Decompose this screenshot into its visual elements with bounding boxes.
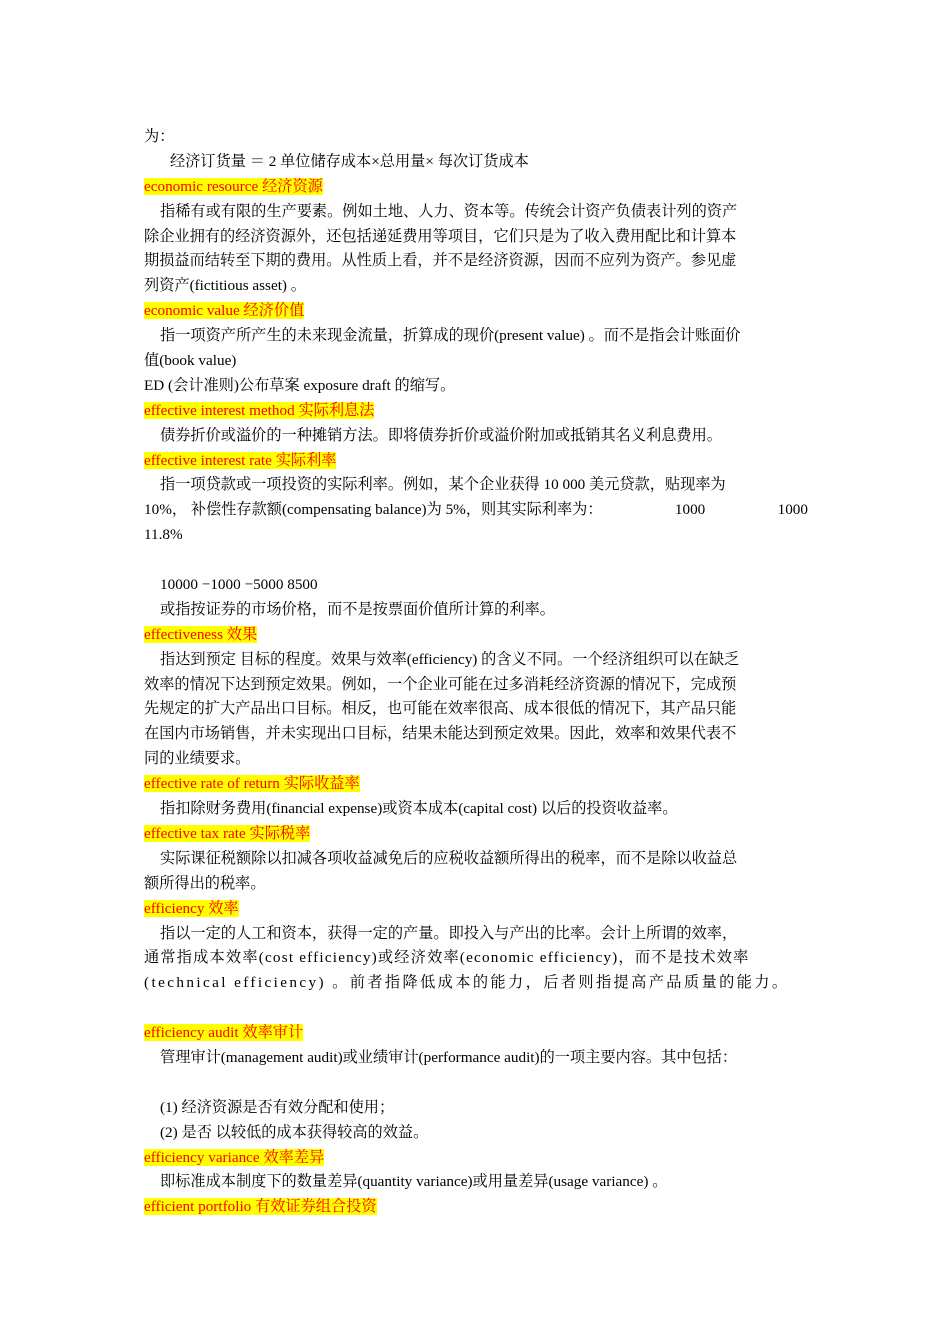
definition-line: 指以一定的人工和资本，获得一定的产量。即投入与产出的比率。会计上所谓的效率， bbox=[160, 924, 738, 942]
definition-line: 期损益而结转至下期的费用。从性质上看，并不是经济资源，因而不应列为资产。参见虚 bbox=[144, 252, 737, 270]
term-highlight: economic value 经济价值 bbox=[144, 302, 305, 320]
term-highlight: effective rate of return 实际收益率 bbox=[144, 775, 360, 793]
definition-line: 先规定的扩大产品出口目标。相反，也可能在效率很高、成本很低的情况下，其产品只能 bbox=[144, 700, 737, 718]
definition-line: 除企业拥有的经济资源外，还包括递延费用等项目，它们只是为了收入费用配比和计算本 bbox=[144, 227, 737, 245]
term-highlight: effective interest rate 实际利率 bbox=[144, 451, 337, 469]
glossary-term bbox=[144, 623, 808, 648]
definition-line: 通常指成本效率(cost efficiency)或经济效率(economic efficiency)，而不是技术效率 bbox=[144, 949, 750, 967]
definition-line: 额所得出的税率。 bbox=[144, 874, 266, 892]
definition-line: 为： bbox=[144, 128, 175, 145]
definition-line: 指达到预定 目标的程度。效果与效率(efficiency) 的含义不同。一个经济组织可以在缺乏 bbox=[160, 650, 740, 668]
definition-line: (technical efficiency) 。前者指降低成本的能力，后者则指提高产品质量的能力。 bbox=[144, 974, 790, 992]
definition-line: 或指按证券的市场价格，而不是按票面价值所计算的利率。 bbox=[160, 600, 555, 618]
definition-line: 在国内市场销售，并未实现出口目标，结果未能达到预定效果。因此，效率和效果代表不 bbox=[144, 725, 737, 743]
glossary-term bbox=[144, 1195, 808, 1220]
definition-line: 列资产(fictitious asset) 。 bbox=[144, 277, 306, 295]
text-segment: 1000 bbox=[674, 501, 706, 519]
text-segment: 1000 bbox=[777, 501, 808, 519]
definition-line: 经济订货量 ＝ 2 单位储存成本×总用量× 每次订货成本 bbox=[170, 152, 529, 170]
definition-line: 效率的情况下达到预定效果。例如，一个企业可能在过多消耗经济资源的情况下，完成预 bbox=[144, 675, 737, 693]
definition-line: 管理审计(management audit)或业绩审计(performance audit)的一项主要内容。其中包括： bbox=[160, 1048, 738, 1066]
text-segment: 10%， 补偿性存款额(compensating balance)为 5%，则其实际利率为： bbox=[144, 501, 603, 519]
term-highlight: efficiency variance 效率差异 bbox=[144, 1148, 325, 1166]
glossary-term bbox=[144, 772, 808, 797]
term-highlight: efficient portfolio 有效证券组合投资 bbox=[144, 1198, 377, 1216]
definition-line: 指一项资产所产生的未来现金流量，折算成的现价(present value) 。而不是指会计账面价 bbox=[160, 327, 741, 345]
definition-line: 指扣除财务费用(financial expense)或资本成本(capital cost) 以后的投资收益率。 bbox=[160, 800, 678, 818]
glossary-term bbox=[144, 399, 808, 424]
glossary-term bbox=[144, 175, 808, 200]
term-highlight: effective tax rate 实际税率 bbox=[144, 824, 311, 842]
glossary-term bbox=[144, 1146, 808, 1171]
definition-line: ED (会计准则)公布草案 exposure draft 的缩写。 bbox=[144, 376, 456, 394]
definition-line bbox=[144, 498, 808, 523]
glossary-term bbox=[144, 897, 808, 922]
definition-line: (1) 经济资源是否有效分配和使用； bbox=[160, 1098, 395, 1116]
definition-line: 指一项贷款或一项投资的实际利率。例如，某个企业获得 10 000 美元贷款，贴现率为 bbox=[160, 476, 726, 494]
definition-line: (2) 是否 以较低的成本获得较高的效益。 bbox=[160, 1123, 429, 1141]
definition-line: 实际课征税额除以扣减各项收益减免后的应税收益额所得出的税率，而不是除以收益总 bbox=[160, 849, 738, 867]
definition-line: 债券折价或溢价的一种摊销方法。即将债券折价或溢价附加或抵销其名义利息费用。 bbox=[160, 426, 722, 444]
term-highlight: economic resource 经济资源 bbox=[144, 177, 323, 195]
term-highlight: efficiency audit 效率审计 bbox=[144, 1024, 304, 1042]
glossary-term bbox=[144, 299, 808, 324]
blank-line bbox=[144, 996, 808, 1021]
definition-line: 同的业绩要求。 bbox=[144, 750, 251, 768]
glossary-term bbox=[144, 1021, 808, 1046]
glossary-term bbox=[144, 449, 808, 474]
definition-line: 即标准成本制度下的数量差异(quantity variance)或用量差异(usage variance) 。 bbox=[160, 1173, 668, 1191]
definition-line: 指稀有或有限的生产要素。例如土地、人力、资本等。传统会计资产负债表计列的资产 bbox=[160, 202, 738, 220]
definition-line: 11.8% bbox=[144, 526, 183, 544]
term-highlight: efficiency 效率 bbox=[144, 899, 239, 917]
definition-line: 10000 −1000 −5000 8500 bbox=[160, 576, 318, 594]
document-body bbox=[144, 125, 808, 1220]
blank-line bbox=[144, 548, 808, 573]
definition-line: 值(book value) bbox=[144, 352, 237, 370]
glossary-term bbox=[144, 822, 808, 847]
term-highlight: effectiveness 效果 bbox=[144, 625, 258, 643]
term-highlight: effective interest method 实际利息法 bbox=[144, 401, 375, 419]
blank-line bbox=[144, 1071, 808, 1096]
